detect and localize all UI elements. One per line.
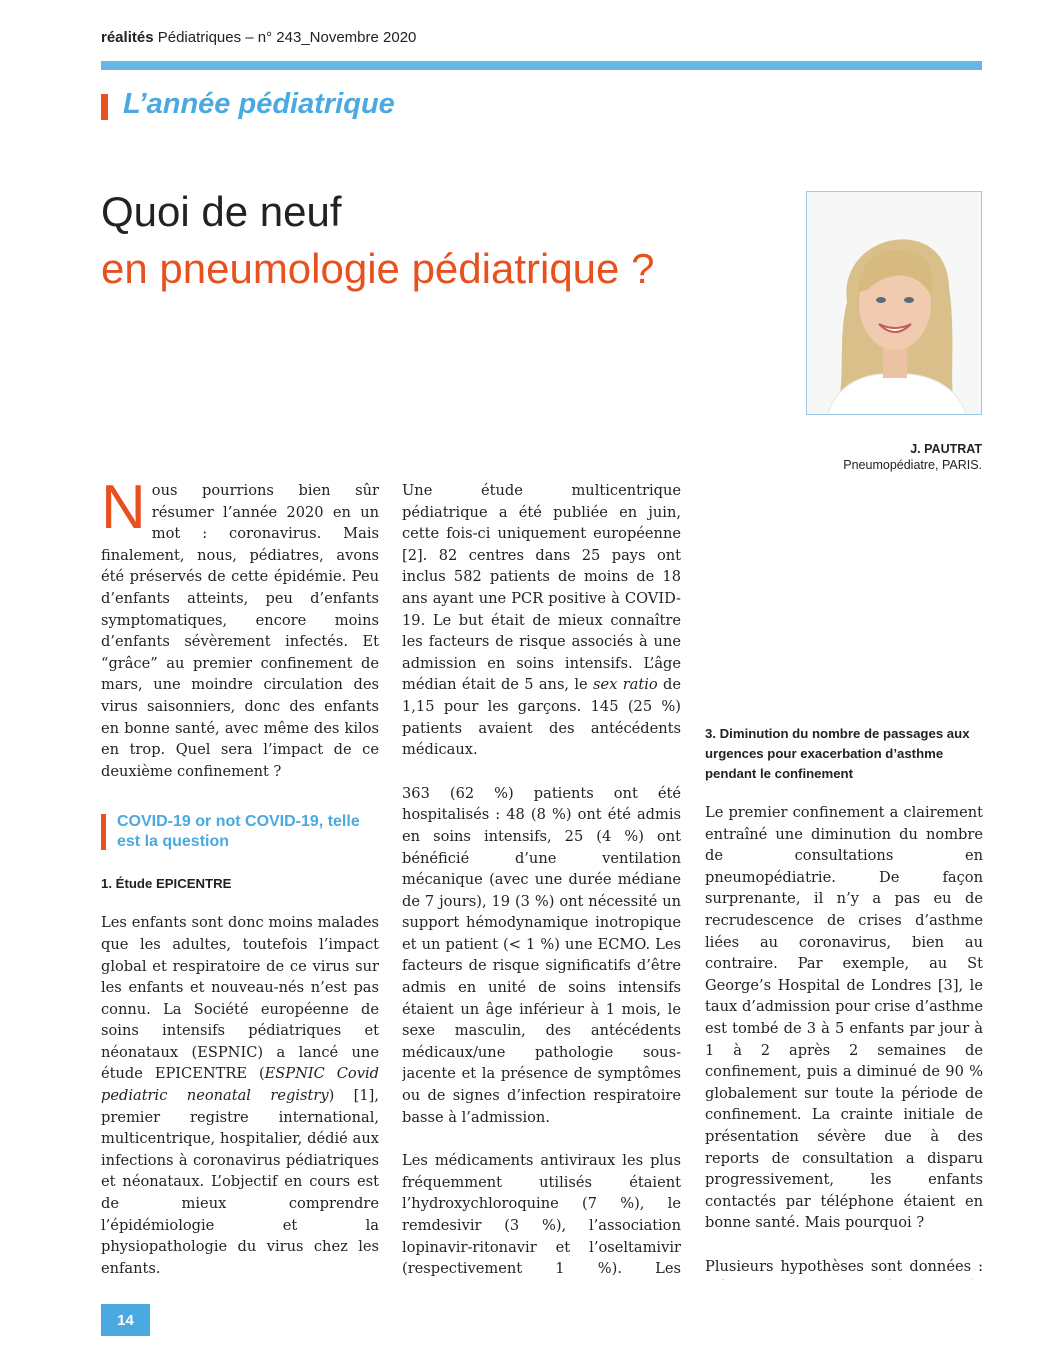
facteurs-text-continued: Une étude multicentrique pédiatrique a été publiée en juin, cette fois-ci uniquement européenne [2]. 82 centres dans 25 pays ont inclus 582 patients de moins de 18 ans ayant une PCR positive à COVID-19. Le but était de mieux connaître les facteurs de risque associés à une admission en soins intensifs. L’âge médian était de 5 ans, le <box>402 482 681 694</box>
diminution-paragraph-2: Plusieurs hypothèses sont données : <box>705 1257 983 1275</box>
facteurs-paragraph-1-continued <box>402 480 681 761</box>
page-number: 14 <box>101 1304 150 1336</box>
epicentre-text-italic: ESPNIC Covid pediatric neonatal registry <box>101 1065 379 1105</box>
section-subheading: COVID-19 or not COVID-19, telle est la question <box>101 812 379 852</box>
epicentre-text-b: ) [1], premier registre international, multicentrique, hospitalier, dédié aux infections à coronavirus pédiatriques et néonataux. L’objectif en cours est de mieux comprendre l’épidémiologie et la physiopathologie du virus chez les enfants. <box>101 1087 379 1277</box>
intro-text: ous pourrions bien sûr résumer l’année 2020 en un mot : coronavirus. Mais finalement, nous, pédiatres, avons été préservés de cette épidémie. Peu d’enfants atteints, peu d’enfants symptomatiques, encore moins d’enfants sévèrement infectés. Et “grâce” au premier confinement de mars, une moindre circulation des virus saisonniers, donc des enfants en bonne santé, avec même des kilos en trop. Quel sera l’impact de ce deuxième confinement ? <box>101 482 379 780</box>
facteurs-text-b: de 1,15 pour les garçons. 145 (25 %) patients avaient des antécédents médicaux. <box>402 676 681 759</box>
article-title-line1: Quoi de neuf <box>101 188 342 235</box>
header-rule <box>101 61 982 70</box>
article-title-line2: en pneumologie pédiatrique ? <box>101 245 655 292</box>
facteurs-text-italic: sex ratio <box>593 676 658 694</box>
facteurs-paragraph-3: Les médicaments antiviraux les plus fréquemment utilisés étaient l’hydroxychloroquine (7 %), le remdesivir (3 %), l’association lopinavir-ritonavir et l’oseltamivir (respectivement 1 %). Les <box>402 1152 681 1278</box>
facteurs-paragraph-2: 363 (62 %) patients ont été hospitalisés : 48 (8 %) ont été admis en soins intensifs, 25 (4 %) ont bénéficié d’une ventilation mécanique (avec une durée médiane de 7 jours), 19 (3 %) ont nécessité un support hémodynamique inotropique et un patient (< 1 %) une ECMO. Les facteurs de risque significatifs d’être admis en unité de soins intensifs étaient un âge inférieur à 1 mois, le sexe masculin, des antécédents médicaux/une pathologie sous-jacente et la présence de symptômes ou de signes d’infection respiratoire basse à l’admission. <box>402 784 681 1126</box>
heading-etude-epicentre: 1. Étude EPICENTRE <box>101 876 232 892</box>
running-header <box>101 29 416 46</box>
author-photo <box>806 191 982 415</box>
section-tag-bar <box>101 94 108 120</box>
text-column-2 <box>402 480 681 1280</box>
epicentre-text-a: Les enfants sont donc moins malades que les adultes, toutefois l’impact global et respiratoire de ce virus sur les enfants et nouveau-nés n’est pas connu. La Société européenne de soins intensifs pédiatriques et néonataux (ESPNIC) a lancé une étude EPICENTRE ( <box>101 914 379 1083</box>
heading-diminution-passages: 3. Diminution du nombre de passages aux urgences pour exacerbation d’asthme pendant le confinement <box>705 726 970 781</box>
author-name: J. PAUTRAT <box>910 442 982 456</box>
journal-brand: réalités <box>101 29 154 46</box>
section-tag: L’année pédiatrique <box>123 88 395 120</box>
text-column-3 <box>705 724 983 1280</box>
intro-paragraph <box>101 480 379 782</box>
epicentre-paragraph <box>101 912 379 1279</box>
diminution-paragraph-1: Le premier confinement a clairement entraîné une diminution du nombre de consultations en pneumopédiatrie. De façon surprenante, il n’y a pas eu de recrudescence de crises d’asthme liées au coronavirus, bien au contraire. Par exemple, au St George’s Hospital de Londres [3], le taux d’admission pour crise d’asthme est tombé de 3 à 5 enfants par jour à 1 à 2 après 2 semaines de confinement, puis a diminué de 90 % globalement sur toute la période de confinement. La crainte initiale de présentation sévère due à des reports de consultation a disparu progressivement, les enfants contactés par téléphone étaient en bonne santé. Mais pourquoi ? <box>705 804 983 1232</box>
text-column-1 <box>101 480 379 1300</box>
author-role: Pneumopédiatre, PARIS. <box>843 458 982 472</box>
journal-issue: Pédiatriques – n° 243_Novembre 2020 <box>157 29 417 46</box>
author-block <box>843 442 982 472</box>
drop-cap: N <box>101 480 146 542</box>
author-portrait-illustration <box>807 192 982 415</box>
